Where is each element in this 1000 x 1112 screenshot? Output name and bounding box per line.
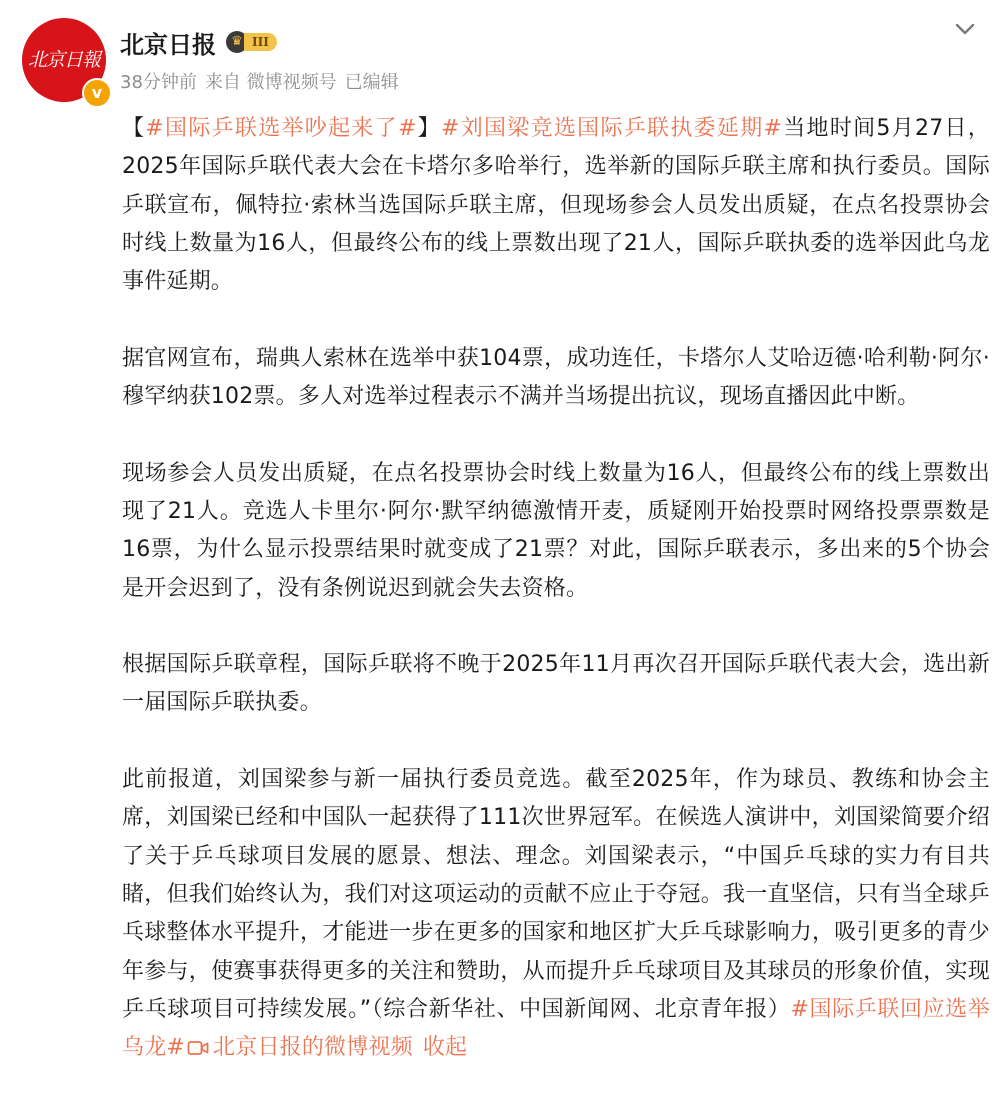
paragraph-1-text: 当地时间5月27日，2025年国际乒联代表大会在卡塔尔多哈举行，选举新的国际乒联主席和执行委员。国际乒联宣布，佩特拉·索林当选国际乒联主席，但现场参会人员发出质疑，在点名投票协会时线上数量为16人，但最终公布的线上票数出现了21人，国际乒联执委的选举因此乌龙事件延期。 xyxy=(122,116,990,295)
vip-level-label: III xyxy=(244,33,277,51)
post-time[interactable]: 38分钟前 xyxy=(120,72,197,93)
paragraph-5 xyxy=(122,761,990,1067)
topic-link-2[interactable]: #刘国梁竞选国际乒联执委延期# xyxy=(440,116,783,141)
post-source[interactable]: 来自 微博视频号 xyxy=(204,72,337,93)
video-camera-icon[interactable] xyxy=(187,1032,209,1050)
name-row xyxy=(120,22,940,62)
topic-link-3[interactable]: #国际乒联回应选举乌龙# xyxy=(122,996,991,1061)
chevron-down-icon[interactable] xyxy=(952,16,978,42)
paragraph-3: 现场参会人员发出质疑，在点名投票协会时线上数量为16人，但最终公布的线上票数出现了21人。竞选人卡里尔·阿尔·默罕纳德激情开麦，质疑刚开始投票时网络投票票数是16票，为什么显示投票结果时就变成了21票？对此，国际乒联表示，多出来的5个协会是开会迟到了，没有条例说迟到就会失去资格。 xyxy=(122,460,990,601)
avatar-logo-text: 北京日報 xyxy=(27,49,100,71)
post-meta xyxy=(120,68,940,94)
collapse-button[interactable]: 收起 xyxy=(422,1035,468,1061)
edited-label[interactable]: 已编辑 xyxy=(344,72,399,93)
paragraph-2: 据官网宣布，瑞典人索林在选举中获104票，成功连任，卡塔尔人艾哈迈德·哈利勒·阿尔·穆罕纳获102票。多人对选举过程表示不满并当场提出抗议，现场直播因此中断。 xyxy=(122,345,990,410)
paragraph-1 xyxy=(122,110,990,301)
crown-icon: ♛ xyxy=(226,31,248,53)
bracket-open: 【 xyxy=(122,116,146,141)
video-link[interactable]: 北京日报的微博视频 xyxy=(213,1035,413,1061)
avatar[interactable] xyxy=(22,18,106,102)
vip-badge[interactable] xyxy=(226,31,277,53)
author-name[interactable]: 北京日报 xyxy=(120,30,216,59)
paragraph-4: 根据国际乒联章程，国际乒联将不晚于2025年11月再次召开国际乒联代表大会，选出新一届国际乒联执委。 xyxy=(122,652,990,716)
topic-link-1[interactable]: #国际乒联选举吵起来了# xyxy=(145,116,417,141)
bracket-close: 】 xyxy=(416,116,441,141)
paragraph-5-text: 此前报道，刘国梁参与新一届执行委员竞选。截至2025年，作为球员、教练和协会主席，刘国梁已经和中国队一起获得了111次世界冠军。在候选人演讲中，刘国梁简要介绍了关于乒乓球项目发展的愿景、想法、理念。刘国梁表示，“中国乒乓球的实力有目共睹，但我们始终认为，我们对这项运动的贡献不应止于夺冠。我一直坚信，只有当全球乒乓球整体水平提升，才能进一步在更多的国家和地区扩大乒乓球影响力，吸引更多的青少年参与，使赛事获得更多的关注和赞助，从而提升乒乓球项目及其球员的形象价值，实现乒乓球项目可持续发展。”（综合新华社、中国新闻网、北京青年报） xyxy=(122,767,990,1022)
post-content xyxy=(122,110,990,1067)
verified-badge-icon: v xyxy=(82,78,112,108)
post-header xyxy=(120,22,940,94)
